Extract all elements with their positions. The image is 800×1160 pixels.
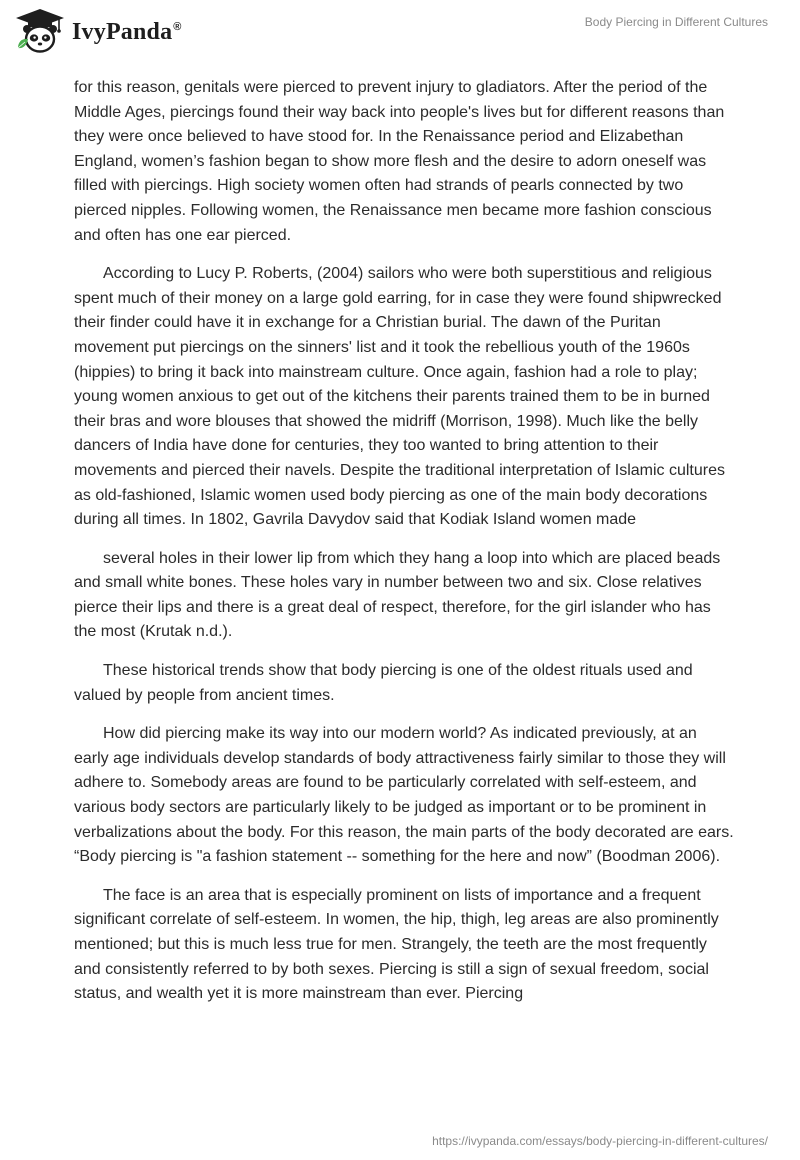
source-url[interactable]: https://ivypanda.com/essays/body-piercing-in-different-cultures/: [432, 1134, 768, 1148]
registered-mark: ®: [173, 20, 182, 33]
brand-logo[interactable]: [14, 8, 182, 54]
document-title: Body Piercing in Different Cultures: [584, 15, 768, 29]
brand-name-text: IvyPanda: [72, 18, 173, 45]
paragraph: These historical trends show that body piercing is one of the oldest rituals used and valued by people from ancient times.: [74, 662, 693, 704]
page-header: [0, 0, 800, 62]
paragraph: The face is an area that is especially prominent on lists of importance and a frequent significant correlate of self-esteem. In women, the hip, thigh, leg areas are also prominently mentioned; but this is much less true for men. Strangely, the teeth are the most frequently and consistently referred to by both sexes. Piercing is still a sign of sexual freedom, social status, and wealth yet it is more mainstream than ever. Piercing: [74, 886, 719, 1003]
essay-body: [74, 76, 734, 1021]
paragraph: How did piercing make its way into our modern world? As indicated previously, at an early age individuals develop standards of body attractiveness fairly similar to those they will adhere to. Somebody areas are found to be particularly correlated with self-esteem, and various body sectors are particularly likely to be judged as important or to be prominent in verbalizations about the body. For this reason, the main parts of the body decorated are ears. “Body piercing is "a fashion statement -- something for the here and now” (Boodman 2006).: [74, 725, 734, 866]
paragraph-quote-continuation: several holes in their lower lip from which they hang a loop into which are placed beads and small white bones. These holes vary in number between two and six. Close relatives pierce their lips and there is a great deal of respect, therefore, for the girl islander who has the most (Krutak n.d.).: [74, 549, 721, 641]
panda-graduate-icon: [14, 8, 66, 54]
paragraph: According to Lucy P. Roberts, (2004) sailors who were both superstitious and religious spent much of their money on a large gold earring, for in case they were found shipwrecked their finder could have it in exchange for a Christian burial. The dawn of the Puritan movement put piercings on the sinners' list and it took the rebellious youth of the 1960s (hippies) to bring it back into mainstream culture. Once again, fashion had a role to play; young women anxious to get out of the kitchens their parents trained them to be in burned their bras and wore blouses that showed the midriff (Morrison, 1998). Much like the belly dancers of India have done for centuries, they too wanted to bring attention to their movements and pierced their navels. Despite the traditional interpretation of Islamic cultures as old-fashioned, Islamic women used body piercing as one of the main body decorations during all times. In 1802, Gavrila Davydov said that Kodiak Island women made: [74, 265, 725, 529]
brand-name: [72, 19, 182, 46]
paragraph-continuation: for this reason, genitals were pierced to prevent injury to gladiators. After the period of the Middle Ages, piercings found their way back into people's lives but for different reasons than they were once believed to have stood for. In the Renaissance period and Elizabethan England, women’s fashion began to show more flesh and the desire to adorn oneself was filled with piercings. High society women often had strands of pearls connected by two pierced nipples. Following women, the Renaissance men became more fashion conscious and often has one ear pierced.: [74, 79, 725, 244]
